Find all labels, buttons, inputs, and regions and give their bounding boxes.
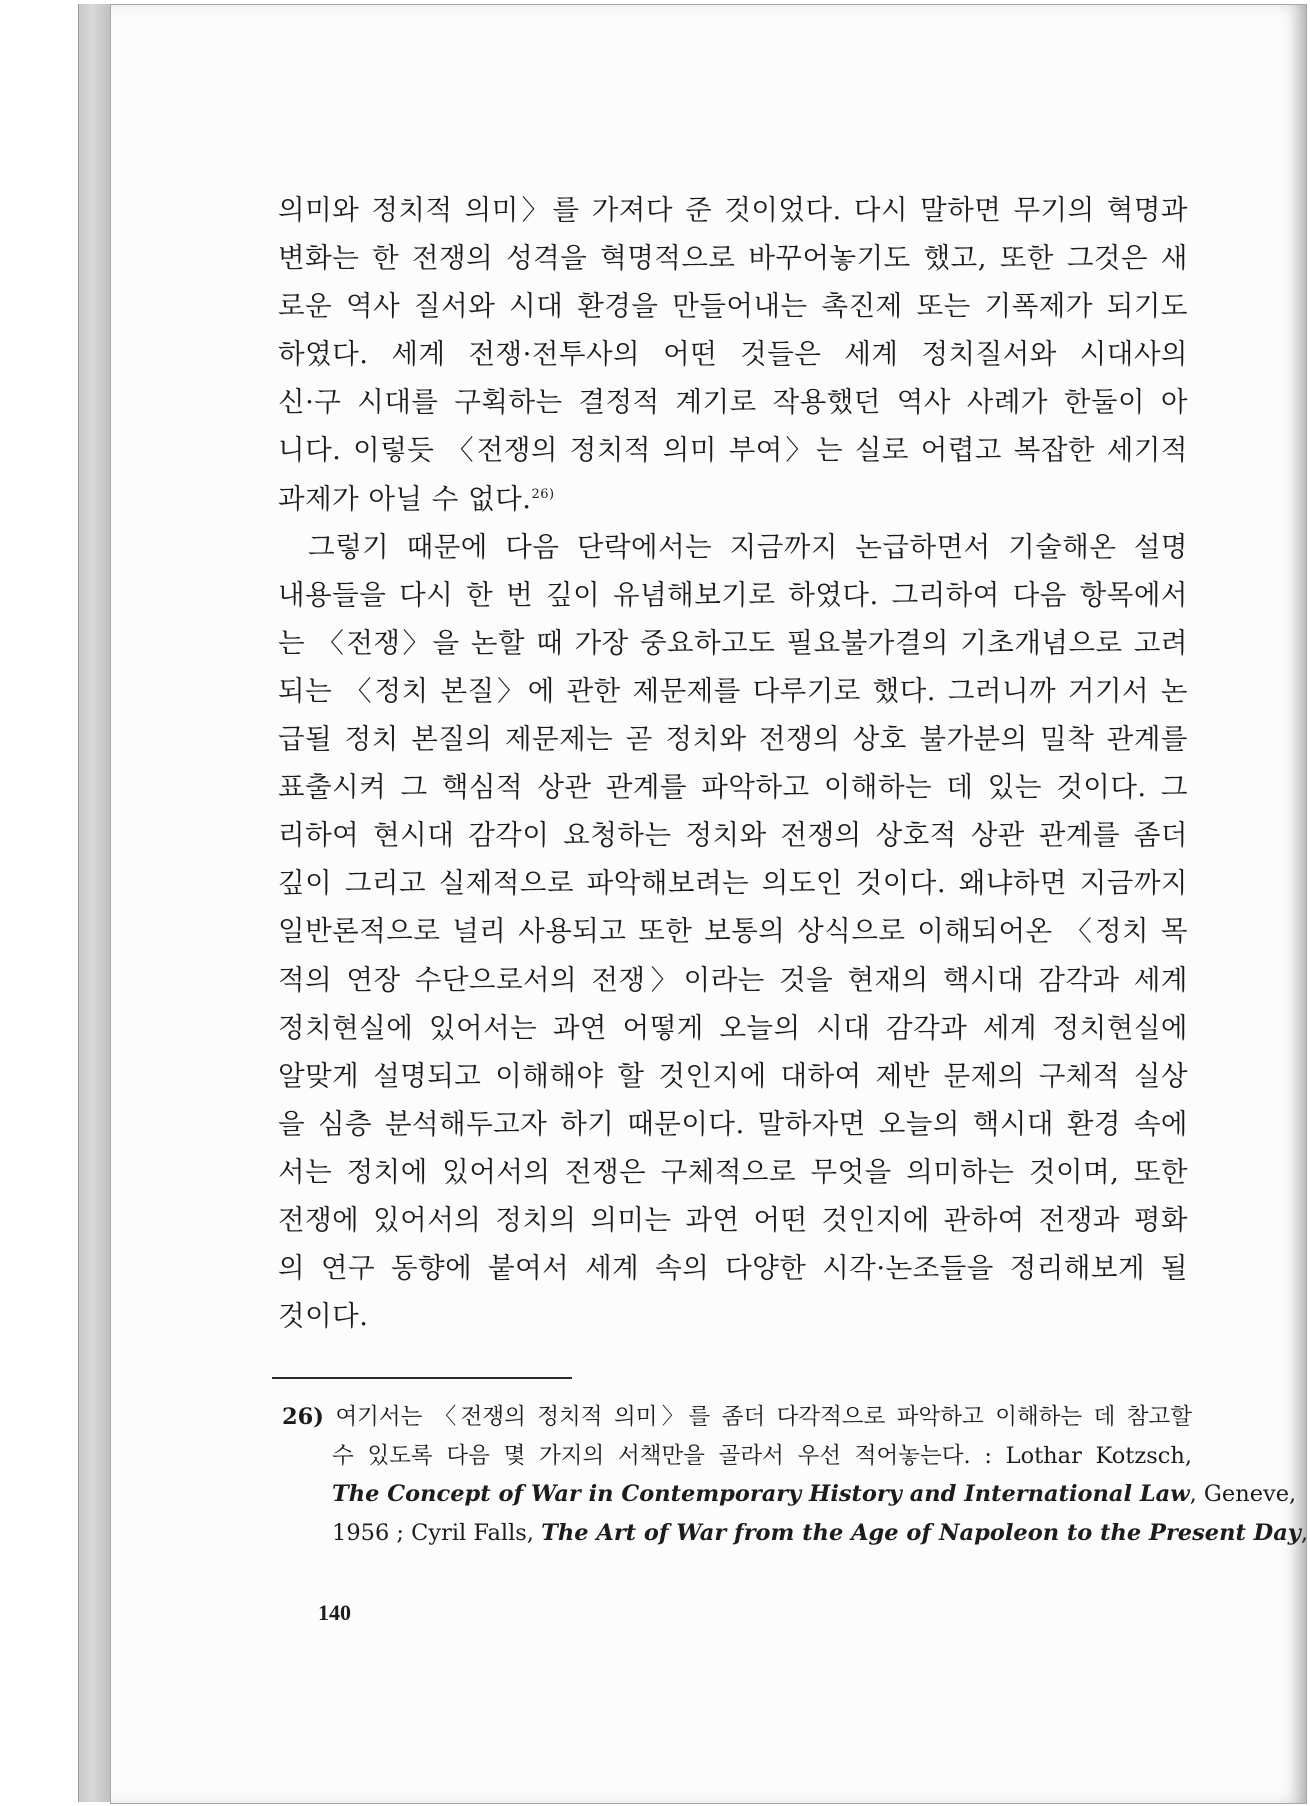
text-line: 니다. 이렇듯 〈전쟁의 정치적 의미 부여〉는 실로 어렵고 복잡한 세기적	[278, 434, 1188, 467]
footnote-26	[282, 1398, 1309, 1552]
footnote-line	[282, 1398, 1192, 1437]
footnote-line	[282, 1475, 1297, 1514]
book-spine	[78, 4, 113, 1802]
text-line: 것이다.	[278, 1300, 369, 1333]
paragraph-2	[278, 523, 1188, 1341]
footnote-line	[282, 1514, 1309, 1553]
footnote-marker: 26)	[282, 1404, 324, 1430]
text-line: 로운 역사 질서와 시대 환경을 만들어내는 촉진제 또는 기폭제가 되기도	[278, 290, 1188, 323]
text-line: 되는 〈정치 본질〉에 관한 제문제를 다루기로 했다. 그러니까 거기서 논	[278, 674, 1188, 707]
text-line: 전쟁에 있어서의 정치의 의미는 과연 어떤 것인지에 관하여 전쟁과 평화	[278, 1203, 1188, 1236]
footnote-text: , Geneve,	[1189, 1481, 1297, 1507]
body-text	[278, 186, 1188, 1340]
page-number: 140	[318, 1600, 351, 1625]
text-line: 리하여 현시대 감각이 요청하는 정치와 전쟁의 상호적 상관 관계를 좀더	[278, 819, 1188, 852]
footnote-text: 1956 ; Cyril Falls,	[332, 1519, 542, 1546]
text-line: 일반론적으로 널리 사용되고 또한 보통의 상식으로 이해되어온 〈정치 목	[278, 915, 1188, 948]
text-line: 는 〈전쟁〉을 논할 때 가장 중요하고도 필요불가결의 기초개념으로 고려	[278, 626, 1188, 659]
text-line: 하였다. 세계 전쟁·전투사의 어떤 것들은 세계 정치질서와 시대사의	[278, 338, 1188, 371]
text-line: 내용들을 다시 한 번 깊이 유념해보기로 하였다. 그리하여 다음 항목에서	[278, 578, 1188, 611]
text-line: 알맞게 설명되고 이해해야 할 것인지에 대하여 제반 문제의 구체적 실상	[278, 1059, 1188, 1092]
text-line: 급될 정치 본질의 제문제는 곧 정치와 전쟁의 상호 불가분의 밀착 관계를	[278, 723, 1188, 756]
text-line: 적의 연장 수단으로서의 전쟁〉이라는 것을 현재의 핵시대 감각과 세계	[278, 963, 1188, 996]
footnote-author: Lothar Kotzsch,	[1005, 1442, 1192, 1469]
text-line: 의 연구 동향에 붙여서 세계 속의 다양한 시각·논조들을 정리해보게 될	[278, 1252, 1188, 1285]
text-line	[278, 475, 1188, 523]
footnote-reference[interactable]: 26)	[531, 486, 555, 502]
footnote-text: 여기서는 〈전쟁의 정치적 의미〉를 좀더 다각적으로 파악하고 이해하는 데 참고할	[335, 1404, 1193, 1430]
footnote-text: ,	[1300, 1519, 1309, 1546]
text-line: 변화는 한 전쟁의 성격을 혁명적으로 바꾸어놓기도 했고, 또한 그것은 새	[278, 242, 1188, 275]
footnote-text: 수 있도록 다음 몇 가지의 서책만을 골라서 우선 적어놓는다. :	[332, 1442, 1006, 1469]
footnote-divider	[272, 1377, 572, 1379]
text-line-content: 과제가 아닐 수 없다.	[278, 482, 532, 515]
text-line: 신·구 시대를 구획하는 결정적 계기로 작용했던 역사 사례가 한둘이 아	[278, 386, 1188, 419]
footnote-line	[282, 1437, 1192, 1476]
text-line: 서는 정치에 있어서의 전쟁은 구체적으로 무엇을 의미하는 것이며, 또한	[278, 1155, 1188, 1188]
text-line: 깊이 그리고 실제적으로 파악해보려는 의도인 것이다. 왜냐하면 지금까지	[278, 867, 1188, 900]
paragraph-1	[278, 186, 1188, 523]
book-title: The Art of War from the Age of Napoleon to the Present Day	[541, 1519, 1301, 1546]
text-line: 표출시켜 그 핵심적 상관 관계를 파악하고 이해하는 데 있는 것이다. 그	[278, 771, 1188, 804]
book-title: The Concept of War in Contemporary History and International Law	[332, 1481, 1190, 1507]
text-line: 의미와 정치적 의미〉를 가져다 준 것이었다. 다시 말하면 무기의 혁명과	[278, 194, 1188, 226]
text-line: 그렇기 때문에 다음 단락에서는 지금까지 논급하면서 기술해온 설명	[308, 530, 1188, 563]
text-line: 을 심층 분석해두고자 하기 때문이다. 말하자면 오늘의 핵시대 환경 속에	[278, 1107, 1188, 1140]
text-line: 정치현실에 있어서는 과연 어떻게 오늘의 시대 감각과 세계 정치현실에	[278, 1011, 1188, 1044]
